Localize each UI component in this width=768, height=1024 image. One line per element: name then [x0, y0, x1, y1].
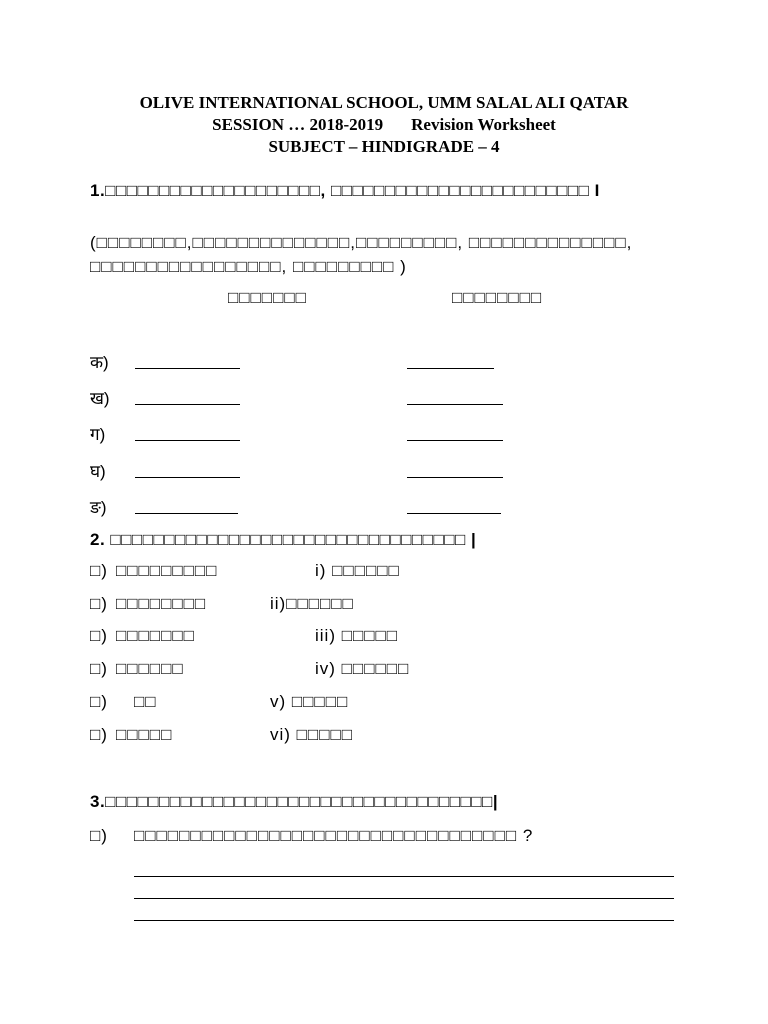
q1-prompt: 1.□□□□□□□□□□□□□□□□□□□□, □□□□□□□□□□□□□□□□□□□□□□□□ I	[90, 181, 600, 200]
q2-left-item: □□	[134, 692, 157, 711]
q2-row-label: □)	[90, 659, 108, 678]
q2-left-item: □□□□□□	[116, 659, 184, 678]
q2-right-item: i) □□□□□□	[315, 561, 400, 580]
q1-answer-blank-right[interactable]	[407, 513, 501, 514]
q2-row-label: □)	[90, 561, 108, 580]
school-name: OLIVE INTERNATIONAL SCHOOL, UMM SALAL ALI QATAR	[139, 93, 629, 112]
q2-row-label: □)	[90, 725, 108, 744]
q2-left-item: □□□□□□□	[116, 626, 195, 645]
q2-row-label: □)	[90, 594, 108, 613]
q2-row-label: □)	[90, 692, 108, 711]
q3-sub-question: □□□□□□□□□□□□□□□□□□□□□□□□□□□□□□□□□□ ?	[134, 826, 534, 845]
q2-right-item: iii) □□□□□	[315, 626, 399, 645]
q1-row-label: ख)	[90, 389, 110, 408]
q1-answer-blank-right[interactable]	[407, 368, 494, 369]
q3-answer-line[interactable]	[134, 920, 674, 921]
q1-answer-blank-right[interactable]	[407, 440, 503, 441]
q2-prompt: 2. □□□□□□□□□□□□□□□□□□□□□□□□□□□□□□□□□ |	[90, 530, 477, 549]
q2-row-label: □)	[90, 626, 108, 645]
q1-word-list-line1: (□□□□□□□□,□□□□□□□□□□□□□□,□□□□□□□□□, □□□□□□□□□□□□□□,	[90, 233, 633, 252]
subject-line: SUBJECT – HINDIGRADE – 4	[268, 137, 500, 156]
q1-column-left-heading: □□□□□□□	[228, 288, 307, 307]
q2-right-item: vi) □□□□□	[270, 725, 354, 744]
q3-answer-line[interactable]	[134, 876, 674, 877]
q3-sub-label: □)	[90, 826, 108, 845]
q2-left-item: □□□□□□□□	[116, 594, 207, 613]
q3-prompt: 3.□□□□□□□□□□□□□□□□□□□□□□□□□□□□□□□□□□□□|	[90, 792, 499, 811]
q1-word-list-line2: □□□□□□□□□□□□□□□□□, □□□□□□□□□ )	[90, 257, 407, 276]
q2-right-item: ii)□□□□□□	[270, 594, 354, 613]
q3-answer-line[interactable]	[134, 898, 674, 899]
q2-right-item: iv) □□□□□□	[315, 659, 410, 678]
q1-answer-blank-left[interactable]	[135, 404, 240, 405]
session-line	[0, 114, 768, 136]
q1-answer-blank-left[interactable]	[135, 513, 238, 514]
q2-left-item: □□□□□□□□□	[116, 561, 218, 580]
q1-row-label: ङ)	[90, 498, 107, 517]
q2-left-item: □□□□□	[116, 725, 173, 744]
q1-answer-blank-right[interactable]	[407, 404, 503, 405]
q1-answer-blank-right[interactable]	[407, 477, 503, 478]
session-text: SESSION … 2018-2019	[212, 115, 384, 134]
q1-row-label: क)	[90, 353, 109, 372]
q1-column-right-heading: □□□□□□□□	[452, 288, 543, 307]
q2-right-item: v) □□□□□	[270, 692, 349, 711]
q1-row-label: ग)	[90, 425, 106, 444]
q1-answer-blank-left[interactable]	[135, 477, 240, 478]
q1-row-label: घ)	[90, 462, 106, 481]
q1-answer-blank-left[interactable]	[135, 368, 240, 369]
worksheet-title: Revision Worksheet	[411, 115, 556, 134]
q1-answer-blank-left[interactable]	[135, 440, 240, 441]
